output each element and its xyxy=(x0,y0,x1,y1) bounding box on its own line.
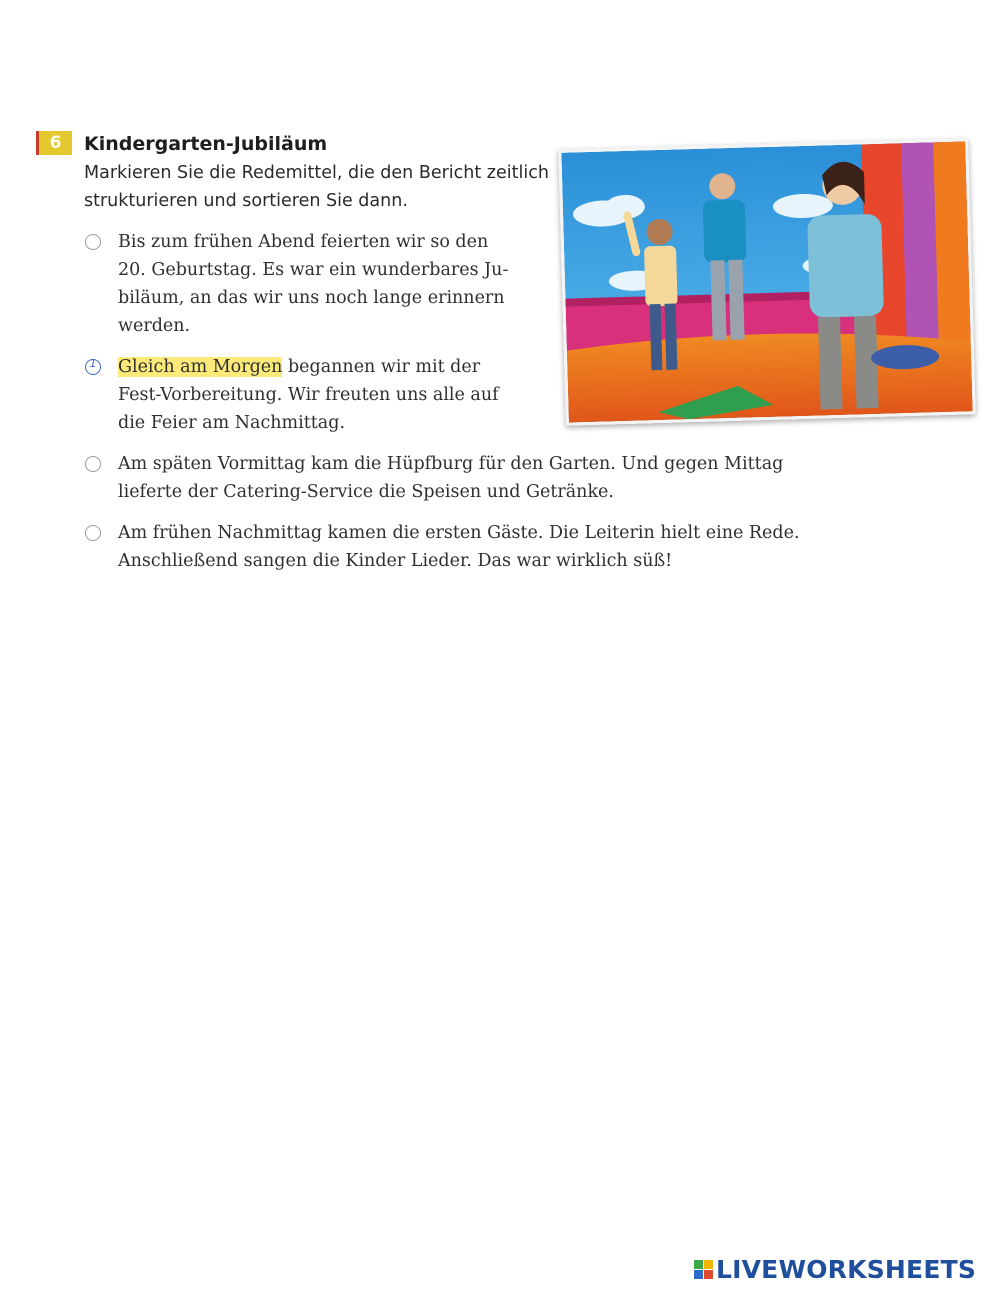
item-b-text: Gleich am Morgen begannen wir mit der Fest-Vorbereitung. Wir freuten uns alle auf die Feier am Nachmittag. xyxy=(118,357,499,433)
order-radio-b[interactable] xyxy=(85,359,101,375)
liveworksheets-logo xyxy=(694,1255,976,1284)
order-number: 1 xyxy=(89,357,97,370)
exercise-number: 6 xyxy=(36,131,72,155)
exercise-title: Kindergarten-Jubiläum xyxy=(84,133,328,155)
exercise-instruction: Markieren Sie die Redemittel, die den Bericht zeitlich strukturieren und sortieren Sie dann. xyxy=(84,163,549,211)
order-radio-a[interactable] xyxy=(85,234,101,250)
logo-mark-icon xyxy=(694,1260,713,1279)
item-d-text: Am frühen Nachmittag kamen die ersten Gäste. Die Leiterin hielt eine Rede. Anschließend sangen die Kinder Lieder. Das war wirklich süß! xyxy=(118,523,800,571)
order-radio-c[interactable] xyxy=(85,456,101,472)
photo-children-bouncy-castle xyxy=(558,138,976,425)
highlighted-phrase[interactable]: Gleich am Morgen xyxy=(118,357,283,377)
item-c-text: Am späten Vormittag kam die Hüpfburg für den Garten. Und gegen Mittag lieferte der Catering-Service die Speisen und Getränke. xyxy=(118,454,784,502)
logo-text: LIVEWORKSHEETS xyxy=(716,1255,977,1284)
order-radio-d[interactable] xyxy=(85,525,101,541)
item-a-text: Bis zum frühen Abend feierten wir so den 20. Geburtstag. Es war ein wunderbares Ju- biläum, an das wir uns noch lange erinnern werden. xyxy=(118,232,509,336)
